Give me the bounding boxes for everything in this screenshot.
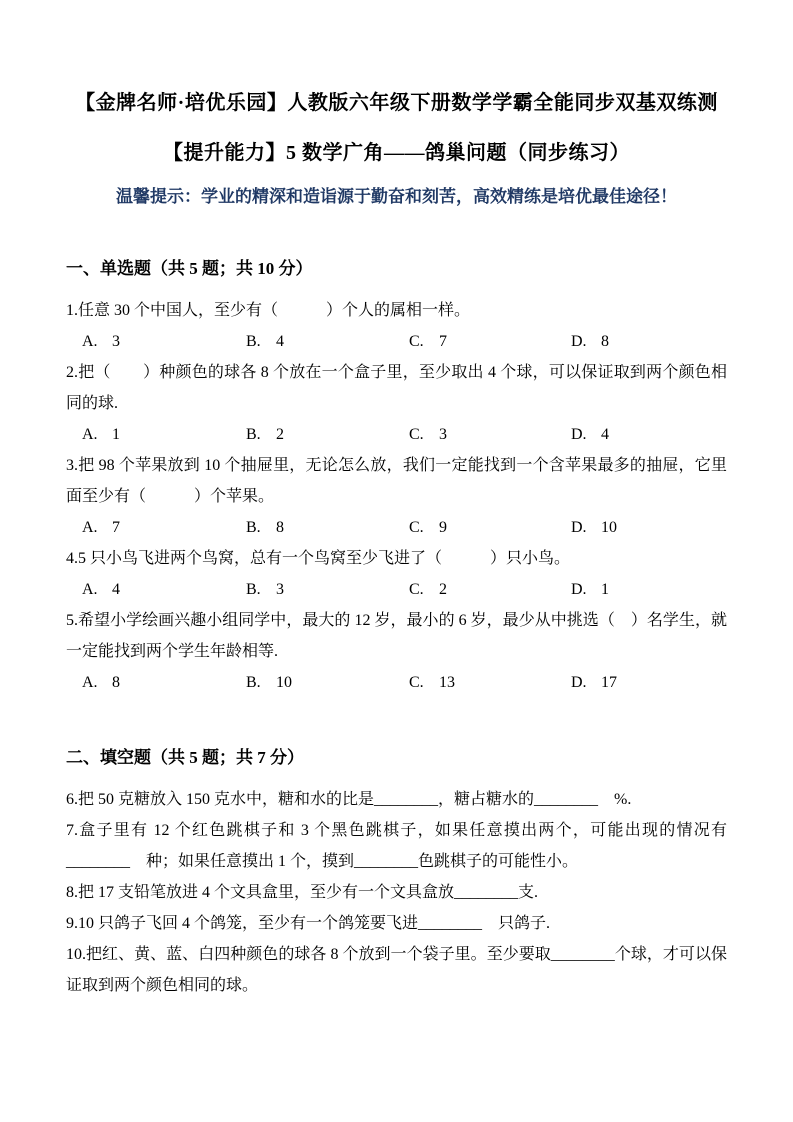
option-label: A. (82, 674, 98, 691)
option-value: 8 (276, 519, 284, 536)
question-5 (66, 605, 727, 698)
question-10-text: 10.把红、黄、蓝、白四种颜色的球各 8 个放到一个袋子里。至少要取________个球，才可以保证取到两个颜色相同的球。 (66, 946, 727, 994)
option-label: D. (571, 674, 587, 691)
option-label: C. (409, 426, 424, 443)
tip-text: 温馨提示：学业的精深和造诣源于勤奋和刻苦，高效精练是培优最佳途径！ (116, 187, 677, 206)
option-value: 4 (276, 333, 284, 350)
option-value: 10 (276, 674, 292, 691)
option-label: C. (409, 674, 424, 691)
question-1-options (66, 326, 727, 357)
option-value: 3 (439, 426, 447, 443)
question-2-options (66, 419, 727, 450)
option-label: B. (246, 674, 261, 691)
question-1-option-a (82, 326, 246, 357)
question-9 (66, 908, 727, 939)
option-value: 8 (601, 333, 609, 350)
question-4-text: 4.5 只小鸟飞进两个鸟窝，总有一个鸟窝至少飞进了（ ）只小鸟。 (66, 550, 571, 567)
option-label: D. (571, 426, 587, 443)
question-8-text: 8.把 17 支铅笔放进 4 个文具盒里，至少有一个文具盒放________支. (66, 884, 539, 901)
option-value: 9 (439, 519, 447, 536)
question-3-text: 3.把 98 个苹果放到 10 个抽屉里，无论怎么放，我们一定能找到一个含苹果最多的抽屉，它里面至少有（ ）个苹果。 (66, 457, 727, 505)
option-label: B. (246, 333, 261, 350)
option-value: 1 (112, 426, 120, 443)
question-2 (66, 357, 727, 450)
option-value: 13 (439, 674, 455, 691)
question-6-text: 6.把 50 克糖放入 150 克水中，糖和水的比是________，糖占糖水的________ %. (66, 791, 632, 808)
question-4-option-c (409, 574, 571, 605)
section-1-heading: 一、单选题（共 5 题；共 10 分） (66, 259, 313, 278)
question-7-text: 7.盒子里有 12 个红色跳棋子和 3 个黑色跳棋子，如果任意摸出两个，可能出现的情况有________ 种；如果任意摸出 1 个，摸到________色跳棋子的可能性小。 (66, 822, 727, 870)
option-value: 1 (601, 581, 609, 598)
question-1-option-b (246, 326, 409, 357)
question-9-text: 9.10 只鸽子飞回 4 个鸽笼，至少有一个鸽笼要飞进________ 只鸽子. (66, 915, 551, 932)
option-value: 2 (276, 426, 284, 443)
option-label: B. (246, 581, 261, 598)
question-2-option-c (409, 419, 571, 450)
question-2-option-b (246, 419, 409, 450)
option-label: A. (82, 333, 98, 350)
option-value: 4 (601, 426, 609, 443)
question-5-options (66, 667, 727, 698)
option-label: A. (82, 426, 98, 443)
question-4-options (66, 574, 727, 605)
question-3-option-d (571, 512, 727, 543)
section-2-heading: 二、填空题（共 5 题；共 7 分） (66, 748, 304, 767)
option-label: D. (571, 333, 587, 350)
option-value: 4 (112, 581, 120, 598)
question-1 (66, 295, 727, 357)
option-label: B. (246, 426, 261, 443)
question-10 (66, 939, 727, 1001)
question-5-option-c (409, 667, 571, 698)
question-5-option-d (571, 667, 727, 698)
question-3-options (66, 512, 727, 543)
option-value: 3 (276, 581, 284, 598)
question-4-option-a (82, 574, 246, 605)
question-5-option-a (82, 667, 246, 698)
option-value: 10 (601, 519, 617, 536)
question-5-option-b (246, 667, 409, 698)
option-label: D. (571, 581, 587, 598)
question-1-option-d (571, 326, 727, 357)
option-value: 7 (439, 333, 447, 350)
question-3-option-c (409, 512, 571, 543)
question-2-option-a (82, 419, 246, 450)
question-4-option-d (571, 574, 727, 605)
option-label: C. (409, 333, 424, 350)
question-4-option-b (246, 574, 409, 605)
option-value: 7 (112, 519, 120, 536)
option-value: 8 (112, 674, 120, 691)
option-value: 17 (601, 674, 617, 691)
question-3-option-b (246, 512, 409, 543)
document-title-line1: 【金牌名师·培优乐园】人教版六年级下册数学学霸全能同步双基双练测 (75, 92, 718, 114)
question-1-text: 1.任意 30 个中国人，至少有（ ）个人的属相一样。 (66, 302, 471, 319)
question-7 (66, 815, 727, 877)
option-label: C. (409, 581, 424, 598)
option-label: A. (82, 519, 98, 536)
question-4 (66, 543, 727, 605)
option-value: 3 (112, 333, 120, 350)
question-8 (66, 877, 727, 908)
option-value: 2 (439, 581, 447, 598)
option-label: B. (246, 519, 261, 536)
question-2-text: 2.把（ ）种颜色的球各 8 个放在一个盒子里，至少取出 4 个球，可以保证取到两个颜色相同的球. (66, 364, 727, 412)
question-3 (66, 450, 727, 543)
option-label: A. (82, 581, 98, 598)
option-label: D. (571, 519, 587, 536)
question-5-text: 5.希望小学绘画兴趣小组同学中，最大的 12 岁，最小的 6 岁，最少从中挑选（ ）名学生，就一定能找到两个学生年龄相等. (66, 612, 727, 660)
document-title-line2: 【提升能力】5 数学广角——鸽巢问题（同步练习） (163, 142, 630, 164)
option-label: C. (409, 519, 424, 536)
question-1-option-c (409, 326, 571, 357)
question-6 (66, 784, 727, 815)
question-3-option-a (82, 512, 246, 543)
question-2-option-d (571, 419, 727, 450)
